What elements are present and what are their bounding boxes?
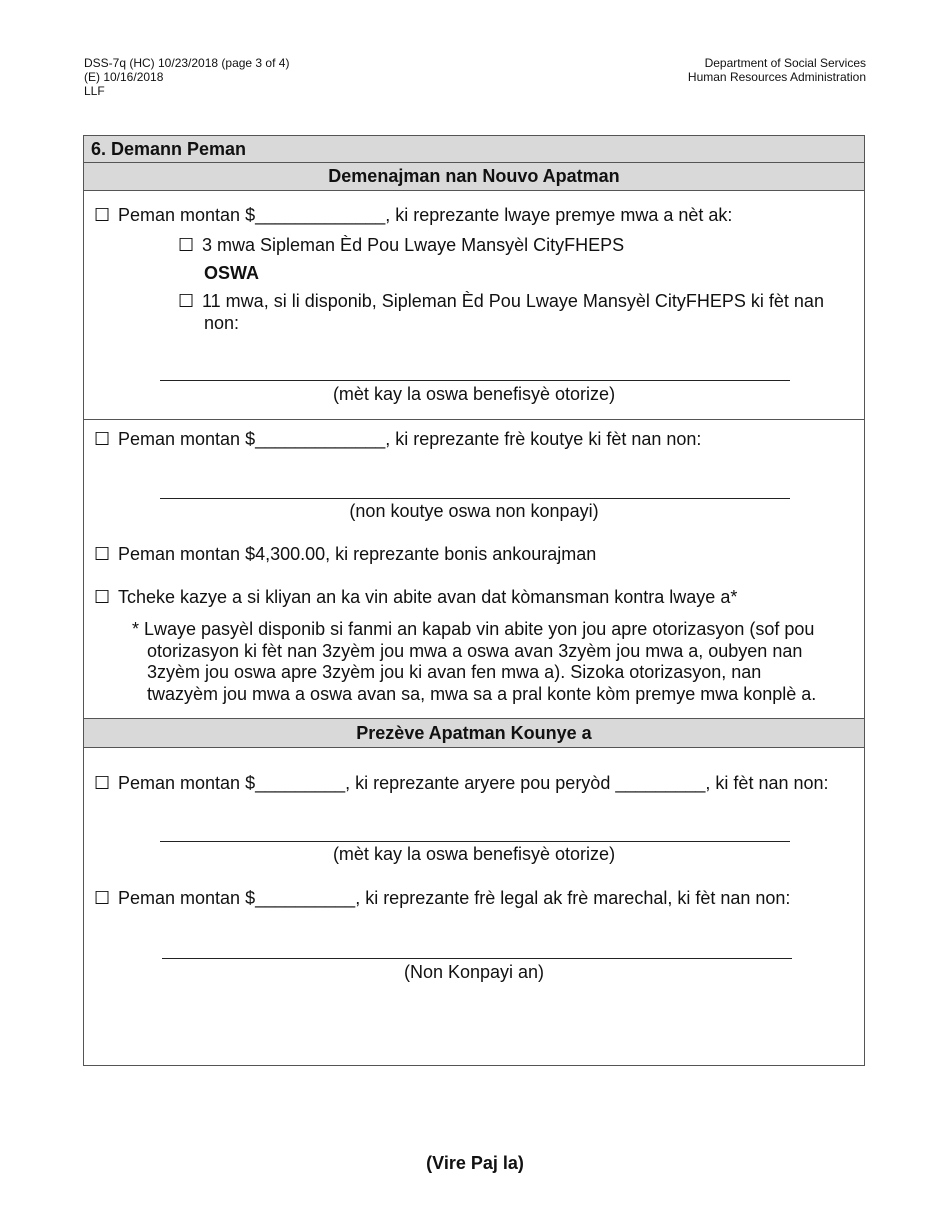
arrears-signature-caption: (mèt kay la oswa benefisyè otorize) [332,844,616,864]
incentive-bonus-option[interactable] [94,544,596,565]
agency-administration: Human Resources Administration [687,70,866,84]
agency-block [688,56,866,84]
legal-fees-payment-text: Peman montan $__________, ki reprezante frè legal ak frè marechal, ki fèt nan non: [118,888,791,908]
form-revision-line: (E) 10/16/2018 [84,70,164,84]
arrears-payment-option[interactable] [94,773,829,794]
broker-fee-payment-text: Peman montan $_____________, ki reprezante frè koutye ki fèt nan non: [118,429,702,449]
early-move-in-text: Tcheke kazye a si kliyan an ka vin abite avan dat kòmansman kontra lwaye a* [118,587,738,607]
incentive-bonus-text: Peman montan $4,300.00, ki reprezante bonis ankourajman [118,544,597,564]
three-month-supplement-text: 3 mwa Sipleman Èd Pou Lwaye Mansyèl CityFHEPS [202,235,625,255]
landlord-signature-line[interactable] [160,380,790,381]
first-month-payment-option[interactable] [94,205,732,226]
payment-request-form [83,135,865,1066]
early-move-in-option[interactable] [94,587,737,608]
checkbox-icon[interactable]: ☐ [178,291,195,311]
agency-department: Department of Social Services [704,56,866,70]
broker-fee-payment-option[interactable] [94,429,701,450]
note-line: * Lwaye pasyèl disponib si fanmi an kapab vin abite yon jou apre otorizasyon (sof pou [132,619,815,639]
first-month-payment-text: Peman montan $_____________, ki reprezante lwaye premye mwa a nèt ak: [118,205,733,225]
company-signature-line[interactable] [162,958,792,959]
note-line: 3zyèm jou oswa apre 3zyèm jou ki avan fen mwa a). Sizoka otorizasyon, nan [147,662,762,682]
checkbox-icon[interactable]: ☐ [178,235,195,255]
section-title: 6. Demann Peman [84,136,864,163]
checkbox-icon[interactable]: ☐ [94,587,111,607]
form-language-line: LLF [84,84,105,98]
partial-rent-note [132,619,857,705]
divider [84,419,864,420]
note-line: otorizasyon ki fèt nan 3zyèm jou mwa a oswa avan 3zyèm jou mwa a, oubyen nan [147,640,803,661]
legal-fees-payment-option[interactable] [94,888,790,909]
form-id-line: DSS-7q (HC) 10/23/2018 (page 3 of 4) [84,56,290,70]
checkbox-icon[interactable]: ☐ [94,205,111,225]
checkbox-icon[interactable]: ☐ [94,429,111,449]
eleven-month-supplement-text: 11 mwa, si li disponib, Sipleman Èd Pou Lwaye Mansyèl CityFHEPS ki fèt nan [202,291,824,311]
form-id-block [84,56,289,98]
broker-signature-caption: (non koutye oswa non konpayi) [349,501,599,521]
arrears-signature-line[interactable] [160,841,790,842]
new-apartment-heading: Demenajman nan Nouvo Apatman [84,163,864,191]
arrears-payment-text: Peman montan $_________, ki reprezante aryere pou peryòd _________, ki fèt nan non: [118,773,829,793]
note-line: twazyèm jou mwa a oswa avan sa, mwa sa a pral konte kòm premye mwa konplè a. [147,683,817,704]
preserve-apartment-heading: Prezève Apatman Kounye a [84,718,864,748]
landlord-signature-caption: (mèt kay la oswa benefisyè otorize) [332,384,616,404]
checkbox-icon[interactable]: ☐ [94,888,111,908]
or-label: OSWA [204,263,260,283]
three-month-supplement-option[interactable] [178,235,624,256]
eleven-month-supplement-option[interactable] [178,291,824,312]
turn-page-note: (Vire Paj la) [426,1153,524,1173]
eleven-month-supplement-text-cont: non: [204,313,240,333]
checkbox-icon[interactable]: ☐ [94,544,111,564]
broker-signature-line[interactable] [160,498,790,499]
company-signature-caption: (Non Konpayi an) [403,962,545,982]
checkbox-icon[interactable]: ☐ [94,773,111,793]
